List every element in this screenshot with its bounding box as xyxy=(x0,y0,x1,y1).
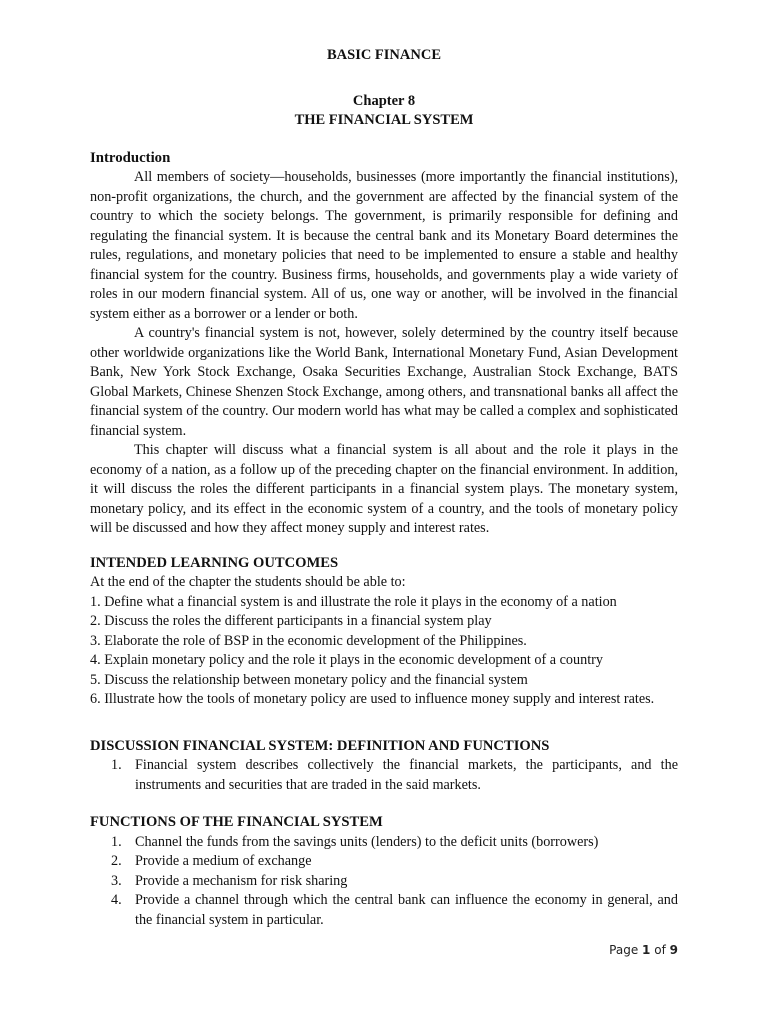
list-text: Provide a mechanism for risk sharing xyxy=(135,872,348,889)
page-word: Page xyxy=(609,943,639,957)
list-text: Financial system describes collectively the financial markets, the participants, and the instruments and securities that are traded in the said markets. xyxy=(135,757,678,793)
list-number: 1. xyxy=(111,757,122,773)
list-item xyxy=(90,833,678,853)
outcomes-heading: INTENDED LEARNING OUTCOMES xyxy=(90,554,339,571)
list-text: Channel the funds from the savings units (lenders) to the deficit units (borrowers) xyxy=(135,833,599,850)
page-of: of xyxy=(654,943,666,957)
list-item xyxy=(90,872,678,892)
list-number: 4. xyxy=(111,892,122,908)
functions-list xyxy=(90,833,678,931)
intro-paragraph-3: This chapter will discuss what a financial system is all about and the role it plays in the economy of a nation, as a follow up of the preceding chapter on the financial environment. In addition, it will discuss the roles the different participants in a financial system plays. The monetary system, monetary policy, and its effect in the economic system of a country, and the tools of monetary policy will be discussed and how they affect money supply and interest rates. xyxy=(90,442,678,536)
chapter-header xyxy=(90,92,678,131)
list-number: 2. xyxy=(111,853,122,869)
list-text: Provide a medium of exchange xyxy=(135,853,312,869)
outcome-item: 2. Discuss the roles the different participants in a financial system play xyxy=(90,613,492,629)
list-number: 1. xyxy=(111,833,122,850)
outcomes-lead: At the end of the chapter the students should be able to: xyxy=(90,574,406,590)
outcome-item: 4. Explain monetary policy and the role it plays in the economic development of a country xyxy=(90,652,603,668)
page-current: 1 xyxy=(642,943,651,957)
intro-paragraph-1: All members of society—households, businesses (more importantly the financial institutions), non-profit organizations, the church, and the government are affected by the financial system of the country to which the society belongs. The government, is primarily responsible for defining and regulating the financial system. It is because the central bank and its Monetary Board determines the rules, regulations, and monetary policies that need to be implemented to ensure a stable and healthy financial system for the country. Business firms, households, and governments play a wide variety of roles in our modern financial system. All of us, one way or another, will be involved in the financial system either as a borrower or a lender or both. xyxy=(90,169,678,322)
page-content xyxy=(90,44,678,930)
list-item xyxy=(90,852,678,872)
functions-heading: FUNCTIONS OF THE FINANCIAL SYSTEM xyxy=(90,814,383,830)
outcome-item: 5. Discuss the relationship between monetary policy and the financial system xyxy=(90,671,528,688)
outcome-item: 6. Illustrate how the tools of monetary policy are used to influence money supply and interest rates. xyxy=(90,691,655,707)
intro-paragraph-2: A country's financial system is not, however, solely determined by the country itself because other worldwide organizations like the World Bank, International Monetary Fund, Asian Development Bank, New York Stock Exchange, Osaka Securities Exchange, Australian Stock Exchange, BATS Global Markets, Chinese Shenzen Stock Exchange, among others, and transnational banks all affect the financial system of the country. Our modern world has what may be called a complex and sophisticated financial system. xyxy=(90,325,678,439)
outcome-item: 3. Elaborate the role of BSP in the economic development of the Philippines. xyxy=(90,632,527,649)
page-total: 9 xyxy=(669,943,678,957)
discussion-heading: DISCUSSION FINANCIAL SYSTEM: DEFINITION AND FUNCTIONS xyxy=(90,737,550,754)
chapter-label: Chapter 8 xyxy=(352,92,416,109)
page-number-footer xyxy=(609,943,678,957)
chapter-title: THE FINANCIAL SYSTEM xyxy=(294,112,474,128)
list-item xyxy=(90,756,678,795)
introduction-heading: Introduction xyxy=(90,149,171,166)
list-number: 3. xyxy=(111,872,122,889)
list-item xyxy=(90,891,678,930)
discussion-list xyxy=(90,756,678,795)
document-title: BASIC FINANCE xyxy=(326,47,441,63)
list-text: Provide a channel through which the central bank can influence the economy in general, and the financial system in particular. xyxy=(135,892,678,928)
outcome-item: 1. Define what a financial system is and illustrate the role it plays in the economy of a nation xyxy=(90,593,617,610)
